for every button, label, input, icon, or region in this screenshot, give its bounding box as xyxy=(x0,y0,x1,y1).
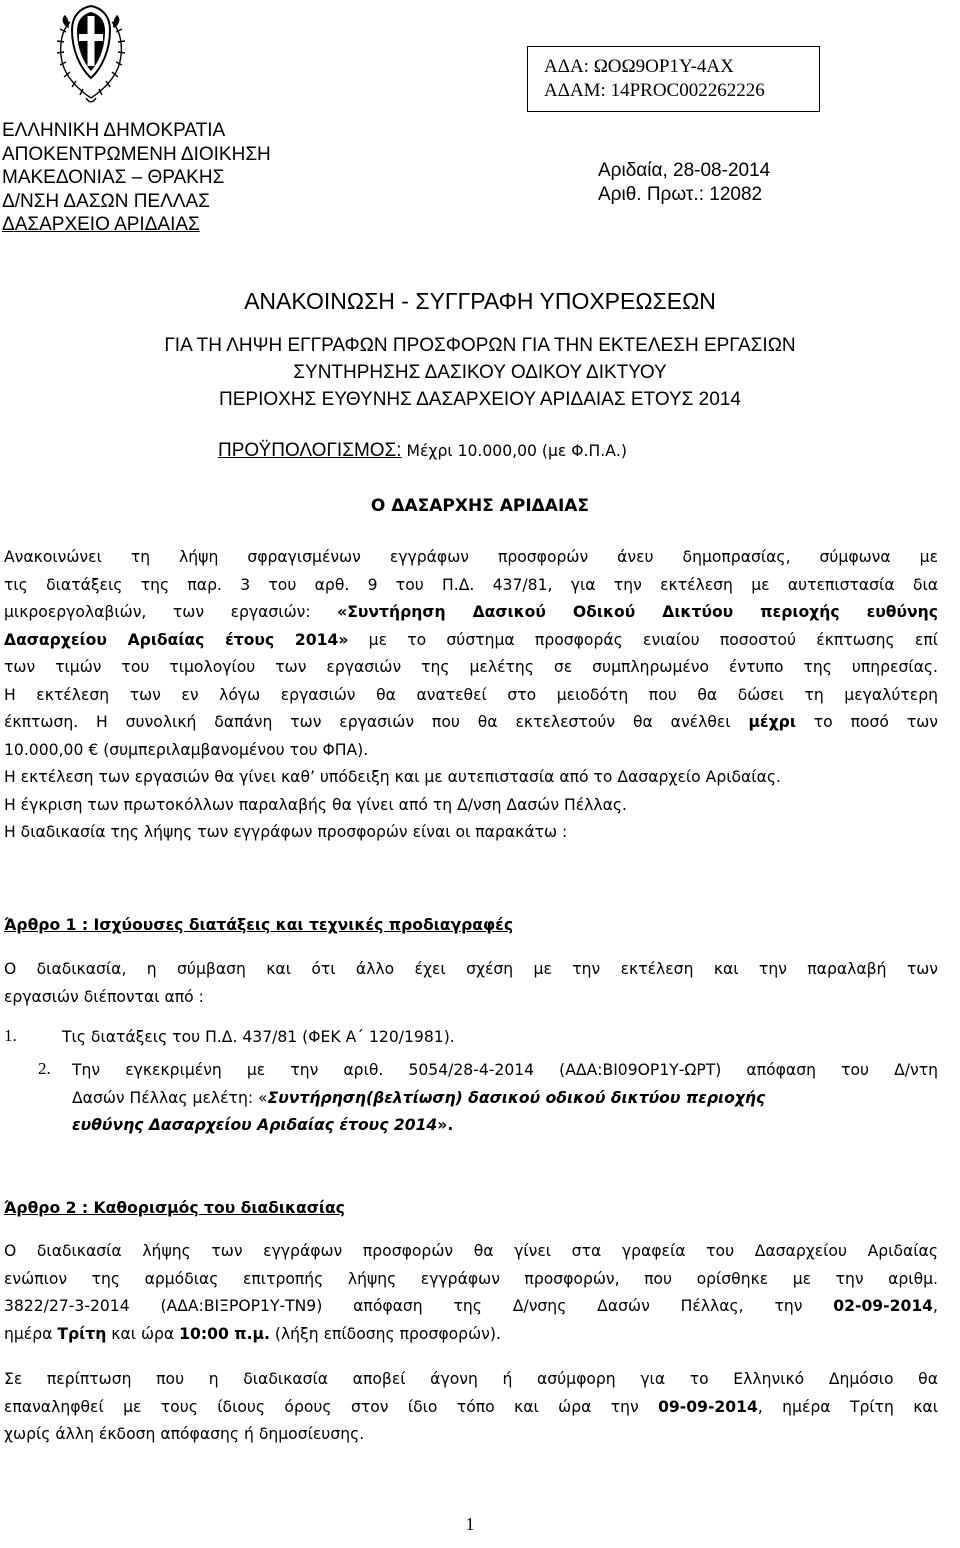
text-run: το ποσό των xyxy=(795,713,938,731)
text-line: Η εκτέλεση των εν λόγω εργασιών θα ανατεθεί στο μειοδότη που θα δώσει τη μεγαλύτερη xyxy=(4,685,938,704)
title-line: ΠΕΡΙΟΧΗΣ ΕΥΘΥΝΗΣ ΔΑΣΑΡΧΕΙΟΥ ΑΡΙΔΑΙΑΣ ΕΤΟΥΣ 2014 xyxy=(219,389,741,410)
title-line: ΣΥΝΤΗΡΗΣΗΣ ΔΑΣΙΚΟΥ ΟΔΙΚΟΥ ΔΙΚΤΥΟΥ xyxy=(293,362,667,383)
authority-line: Δ/ΝΣΗ ΔΑΣΩΝ ΠΕΛΛΑΣ xyxy=(2,190,210,212)
issuing-authority xyxy=(2,119,271,237)
study-title: ευθύνης Δασαρχείου Αριδαίας έτους 2014 xyxy=(72,1116,438,1134)
text-line xyxy=(4,1293,938,1321)
time-value: 10:00 π.μ. xyxy=(179,1324,270,1343)
text-line xyxy=(72,1085,938,1113)
adam-code: ΑΔΑΜ: 14PROC002262226 xyxy=(544,80,765,101)
text-run: με το σύστημα προσφοράς ενιαίου ποσοστού έκπτωσης επί xyxy=(348,630,938,649)
text-line: Ο διαδικασία λήψης των εγγράφων προσφορών θα γίνει στα γραφεία του Δασαρχείου Αριδαίας xyxy=(4,1242,938,1260)
text-line xyxy=(4,1321,938,1349)
date-protocol-block xyxy=(598,159,770,207)
text-run: ». xyxy=(437,1116,454,1134)
date-value: 02-09-2014 xyxy=(833,1297,934,1315)
text-run: 3822/27-3-2014 (ΑΔΑ:ΒΙΞΡΟΡ1Υ-ΤΝ9) απόφαση της Δ/νσης Δασών Πέλλας, την xyxy=(4,1297,834,1315)
budget-label: ΠΡΟΫΠΟΛΟΓΙΣΜΟΣ: xyxy=(218,440,402,461)
authority-line: ΑΠΟΚΕΝΤΡΩΜΕΝΗ ΔΙΟΙΚΗΣΗ xyxy=(2,143,271,165)
text-run: Δασών Πέλλας μελέτη: « xyxy=(72,1088,268,1107)
text-line: Η έγκριση των πρωτοκόλλων παραλαβής θα γίνει από τη Δ/νση Δασών Πέλλας. xyxy=(4,795,627,814)
budget-value: Μέχρι 10.000,00 (με Φ.Π.Α.) xyxy=(401,442,627,460)
text-line xyxy=(4,627,938,655)
text-run: , xyxy=(933,1297,938,1315)
authority-line: ΕΛΛΗΝΙΚΗ ΔΗΜΟΚΡΑΤΙΑ xyxy=(2,120,226,141)
intro-paragraph xyxy=(4,544,938,847)
text-line: Η εκτέλεση των εργασιών θα γίνει καθ’ υπόδειξη και με αυτεπιστασία από το Δασαρχείο Αριδαίας. xyxy=(4,768,781,786)
text-line: 10.000,00 € (συμπεριλαμβανομένου του ΦΠΑ). xyxy=(4,740,369,759)
text-line: ενώπιον της αρμόδιας επιτροπής λήψης εγγράφων προσφορών, που ορίσθηκε με την αριθμ. xyxy=(4,1269,938,1288)
list-item-text: Τις διατάξεις του Π.Δ. 437/81 (ΦΕΚ Α΄ 120/1981). xyxy=(62,1028,455,1046)
page-number: 1 xyxy=(465,1514,475,1534)
text-run: μικροεργολαβιών, των εργασιών: xyxy=(4,603,338,621)
article-2-paragraph xyxy=(4,1238,938,1348)
text-line: εργασιών διέπονται από : xyxy=(4,987,204,1006)
text-line: Σε περίπτωση που η διαδικασία αποβεί άγονη ή ασύμφορη για το Ελληνικό Δημόσιο θα xyxy=(4,1370,938,1388)
list-number: 1. xyxy=(4,1026,17,1045)
article-1-heading: Άρθρο 1 : Ισχύουσες διατάξεις και τεχνικές προδιαγραφές xyxy=(4,916,514,934)
text-line: Την εγκεκριμένη με την αριθ. 5054/28-4-2014 (ΑΔΑ:ΒΙ09ΟΡ1Υ-ΩΡΤ) απόφαση του Δ/ντη xyxy=(72,1061,938,1079)
greek-republic-emblem-icon xyxy=(50,2,132,108)
text-line: Ανακοινώνει τη λήψη σφραγισμένων εγγράφων προσφορών άνευ δημοπρασίας, σύμφωνα με xyxy=(4,548,938,566)
budget-line xyxy=(218,440,627,462)
text-line: των τιμών του τιμολογίου των εργασιών της μελέτης σε συμπληρωμένο έντυπο της υπηρεσίας. xyxy=(4,658,938,676)
document-title: ΑΝΑΚΟΙΝΩΣΗ - ΣΥΓΓΡΑΦΗ ΥΠΟΧΡΕΩΣΕΩΝ xyxy=(244,288,716,314)
article-2-repeat-paragraph xyxy=(4,1366,938,1449)
works-title: Δασαρχείου Αριδαίας έτους 2014» xyxy=(4,630,349,649)
list-number: 2. xyxy=(38,1059,51,1078)
article-2-heading: Άρθρο 2 : Καθορισμός του διαδικασίας xyxy=(4,1199,345,1217)
works-title: «Συντήρηση Δασικού Οδικού Δικτύου περιοχής ευθύνης xyxy=(337,603,938,621)
text-run: έκπτωση. Η συνολική δαπάνη των εργασιών που θα εκτελεστούν θα ανέλθει xyxy=(4,713,749,731)
list-item-text xyxy=(72,1057,938,1140)
ada-code: ΑΔΑ: ΩΟΩ9ΟΡ1Υ-4ΑΧ xyxy=(544,56,734,77)
text-run: , ημέρα Τρίτη και xyxy=(757,1397,938,1416)
protocol-number: Αριθ. Πρωτ.: 12082 xyxy=(598,184,763,205)
text-line: τις διατάξεις της παρ. 3 του αρθ. 9 του Π.Δ. 437/81, για την εκτέλεση με αυτεπιστασία δια xyxy=(4,575,938,594)
text-line: χωρίς άλλη έκδοση απόφασης ή δημοσίευσης. xyxy=(4,1425,365,1443)
ada-reference-box xyxy=(527,46,820,112)
text-run: Τρίτη xyxy=(57,1324,107,1343)
place-date: Αριδαία, 28-08-2014 xyxy=(598,160,771,181)
text-line xyxy=(72,1112,938,1140)
authority-line: ΔΑΣΑΡΧΕΙΟ ΑΡΙΔΑΙΑΣ xyxy=(2,214,200,236)
text-run: και ώρα xyxy=(106,1324,180,1343)
title-line: ΓΙΑ ΤΗ ΛΗΨΗ ΕΓΓΡΑΦΩΝ ΠΡΟΣΦΟΡΩΝ ΓΙΑ ΤΗΝ ΕΚΤΕΛΕΣΗ ΕΡΓΑΣΙΩΝ xyxy=(164,335,796,356)
issuer-heading: Ο ΔΑΣΑΡΧΗΣ ΑΡΙΔΑΙΑΣ xyxy=(370,496,590,516)
text-line xyxy=(4,1394,938,1422)
text-line xyxy=(4,709,938,737)
text-line: Η διαδικασία της λήψης των εγγράφων προσφορών είναι οι παρακάτω : xyxy=(4,823,568,841)
text-run: (λήξη επίδοσης προσφορών). xyxy=(269,1324,501,1343)
authority-line: ΜΑΚΕΔΟΝΙΑΣ – ΘΡΑΚΗΣ xyxy=(2,167,225,189)
text-line xyxy=(4,599,938,627)
article-1-paragraph xyxy=(4,956,938,1011)
study-title: Συντήρηση(βελτίωση) δασικού οδικού δικτύου περιοχής xyxy=(267,1088,766,1107)
date-value: 09-09-2014 xyxy=(658,1397,758,1416)
text-line: Ο διαδικασία, η σύμβαση και ότι άλλο έχει σχέση με την εκτέλεση και την παραλαβή των xyxy=(4,960,938,978)
text-run: επαναληφθεί με τους ίδιους όρους στον ίδιο τόπο και ώρα την xyxy=(4,1397,659,1416)
text-run: ημέρα xyxy=(4,1324,58,1343)
text-run: μέχρι xyxy=(748,713,796,731)
